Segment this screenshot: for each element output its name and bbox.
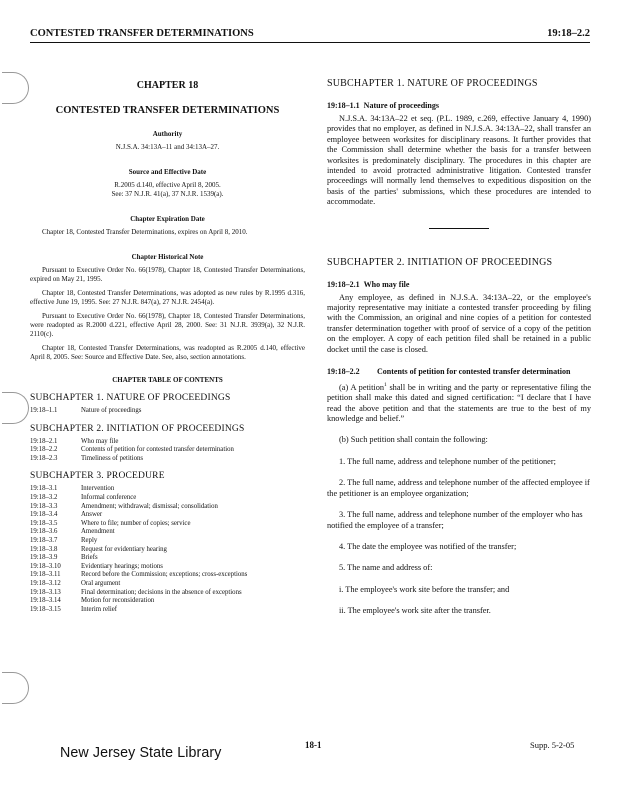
toc-label: CHAPTER TABLE OF CONTENTS	[112, 376, 223, 384]
historical-note-3: Pursuant to Executive Order No. 66(1978), Chapter 18, Contested Transfer Determinations, were readopted as R.2000 d.221, effective April 28, 2000. See: 31 N.J.R. 3939(a), 32 N.J.R. 2110(c).	[30, 312, 305, 338]
toc-row	[30, 511, 305, 520]
sub-list-item: i. The employee's work site before the transfer; and	[339, 584, 510, 594]
authority-label: Authority	[152, 130, 183, 138]
source-label: Source and Effective Date	[128, 168, 207, 176]
section-title: Who may file	[363, 279, 410, 289]
library-stamp: New Jersey State Library	[60, 744, 222, 761]
toc-row-number: 19:18–3.6	[30, 528, 58, 536]
punch-hole-bottom	[2, 672, 29, 704]
page-number: 18-1	[305, 740, 322, 750]
toc-row-number: 19:18–3.10	[30, 562, 61, 570]
toc-row-title: Record before the Commission; exceptions; cross-exceptions	[81, 571, 248, 579]
toc-row	[30, 455, 305, 464]
toc-row-number: 19:18–3.13	[30, 588, 61, 596]
toc-row-number: 19:18–3.11	[30, 571, 61, 579]
toc-row-number: 19:18–3.12	[30, 579, 61, 587]
toc-row-number: 19:18–2.2	[30, 446, 58, 454]
toc-row-title: Contents of petition for contested transfer determination	[81, 446, 234, 454]
toc-row-title: Evidentiary hearings; motions	[81, 562, 163, 570]
toc-row-number: 19:18–2.3	[30, 454, 58, 462]
toc-row	[30, 520, 305, 529]
toc-row	[30, 597, 305, 606]
section-number: 19:18–1.1	[327, 101, 360, 110]
toc-row-title: Interim relief	[81, 605, 118, 613]
section-title: Nature of proceedings	[363, 101, 439, 110]
left-column	[30, 78, 305, 614]
toc-row-number: 19:18–3.2	[30, 493, 58, 501]
toc-row	[30, 446, 305, 455]
toc-row-title: Amendment; withdrawal; dismissal; consolidation	[81, 502, 218, 510]
toc-row-number: 19:18–3.5	[30, 519, 58, 527]
toc-row-number: 19:18–3.8	[30, 545, 58, 553]
toc-row-number: 19:18–1.1	[30, 407, 58, 414]
historical-note-1: Pursuant to Executive Order No. 66(1978), Chapter 18, Contested Transfer Determinations, expired on May 21, 1995.	[30, 266, 305, 283]
toc-row-title: Who may file	[81, 437, 119, 445]
running-head-title: CONTESTED TRANSFER DETERMINATIONS	[30, 28, 254, 39]
source-line-2: See: 37 N.J.R. 41(a), 37 N.J.R. 1539(a).	[111, 190, 224, 198]
toc-row-title: Amendment	[81, 528, 115, 536]
toc-row	[30, 563, 305, 572]
punch-hole-middle	[2, 392, 29, 424]
subchapter-1-heading: SUBCHAPTER 1. NATURE OF PROCEEDINGS	[327, 78, 538, 89]
toc-row	[30, 580, 305, 589]
historical-note-label: Chapter Historical Note	[131, 253, 204, 261]
toc-row-title: Intervention	[81, 485, 115, 493]
punch-hole-top	[2, 72, 29, 104]
chapter-title: CONTESTED TRANSFER DETERMINATIONS	[55, 105, 280, 116]
list-item: 2. The full name, address and telephone number of the affected employee if the petitioner is an employee organization;	[327, 478, 590, 498]
toc-row	[30, 554, 305, 563]
sub-list-item: ii. The employee's work site after the transfer.	[339, 606, 491, 616]
paragraph-a-start: (a) A petition	[339, 382, 385, 392]
expiration-label: Chapter Expiration Date	[130, 215, 205, 223]
subchapter-2-heading: SUBCHAPTER 2. INITIATION OF PROCEEDINGS	[327, 256, 553, 268]
historical-note-2: Chapter 18, Contested Transfer Determinations, was adopted as new rules by R.1995 d.316, effective June 19, 1995. See: 27 N.J.R. 847(a), 27 N.J.R. 2454(a).	[30, 289, 305, 306]
toc-row	[30, 528, 305, 537]
running-head	[30, 28, 590, 43]
section-1-1-heading	[327, 101, 591, 110]
toc-row-title: Where to file; number of copies; service	[81, 519, 191, 527]
toc-row-title: Nature of proceedings	[81, 407, 142, 414]
toc-subchapter-3: SUBCHAPTER 3. PROCEDURE	[30, 471, 165, 482]
toc-row	[30, 494, 305, 503]
section-title: Contents of petition for contested transfer determination	[377, 367, 571, 377]
toc-subchapter-2: SUBCHAPTER 2. INITIATION OF PROCEEDINGS	[30, 423, 245, 434]
toc-row-number: 19:18–3.1	[30, 485, 58, 493]
section-2-2-heading	[327, 367, 591, 376]
section-2-1-heading	[327, 280, 591, 289]
authority-text: N.J.S.A. 34:13A–11 and 34:13A–27.	[115, 143, 220, 151]
toc-row-title: Request for evidentiary hearing	[81, 545, 167, 553]
toc-row-number: 19:18–3.4	[30, 511, 58, 519]
toc-row-title: Informal conference	[81, 493, 137, 501]
section-divider	[429, 228, 489, 229]
toc-list-1	[30, 407, 305, 416]
right-column	[327, 78, 591, 617]
expiration-text: Chapter 18, Contested Transfer Determinations, expires on April 8, 2010.	[42, 228, 248, 236]
toc-row	[30, 407, 305, 416]
toc-row	[30, 571, 305, 580]
toc-row-number: 19:18–3.7	[30, 536, 58, 544]
toc-row-number: 19:18–3.14	[30, 597, 61, 605]
section-number: 19:18–2.1	[327, 279, 360, 289]
footnote-marker: 1	[384, 382, 387, 389]
toc-row-title: Motion for reconsideration	[81, 597, 155, 605]
toc-row	[30, 589, 305, 598]
toc-list-2	[30, 438, 305, 464]
chapter-number: CHAPTER 18	[136, 80, 199, 91]
toc-row	[30, 537, 305, 546]
toc-row-number: 19:18–3.3	[30, 502, 58, 510]
toc-row-title: Timeliness of petitions	[81, 454, 144, 462]
toc-list-3	[30, 485, 305, 614]
toc-row	[30, 503, 305, 512]
toc-row-title: Final determination; decisions in the absence of exceptions	[81, 588, 242, 596]
toc-row	[30, 438, 305, 447]
running-head-section: 19:18–2.2	[547, 28, 590, 39]
list-item: 5. The name and address of:	[339, 563, 433, 573]
section-1-1-text: N.J.S.A. 34:13A–22 et seq. (P.L. 1989, c.269, effective January 4, 1990) provides that no employer, as defined in N.J.S.A. 34:13A–22, shall transfer an employee between worksites for disciplinary reasons. It further provides that the Commission shall determine whether the basis for a transfer between worksites is predominately disciplinary. The procedures in this chapter are intended to avoid protracted administrative litigation. Contested transfer proceedings will normally lend themselves to expeditious disposition on the basis of the parties' submissions, which these procedures are intended to accommodate.	[327, 114, 591, 207]
toc-row-number: 19:18–3.9	[30, 554, 58, 562]
list-item: 4. The date the employee was notified of the transfer;	[339, 541, 517, 551]
section-2-2-paragraph-a	[327, 380, 591, 424]
source-line-1: R.2005 d.140, effective April 8, 2005.	[114, 181, 221, 189]
toc-row-title: Oral argument	[81, 579, 121, 587]
toc-row	[30, 485, 305, 494]
list-item: 3. The full name, address and telephone number of the employer who has notified the employee of a transfer;	[327, 510, 583, 530]
toc-subchapter-1: SUBCHAPTER 1. NATURE OF PROCEEDINGS	[30, 393, 231, 403]
toc-row-number: 19:18–2.1	[30, 437, 58, 445]
toc-row-title: Reply	[81, 536, 98, 544]
toc-row-title: Briefs	[81, 554, 98, 562]
section-number: 19:18–2.2	[327, 367, 360, 377]
historical-note-4: Chapter 18, Contested Transfer Determinations, was readopted as R.2005 d.140, effective April 8, 2005. See: Source and Effective Date. See, also, section annotations.	[30, 344, 305, 361]
toc-row-number: 19:18–3.15	[30, 605, 61, 613]
supplement-date: Supp. 5-2-05	[530, 740, 575, 750]
toc-row-title: Answer	[81, 511, 103, 519]
toc-row	[30, 606, 305, 615]
section-2-2-paragraph-b: (b) Such petition shall contain the following:	[339, 435, 488, 445]
list-item: 1. The full name, address and telephone number of the petitioner;	[339, 456, 556, 466]
section-2-1-text: Any employee, as defined in N.J.S.A. 34:13A–22, or the employee's majority representative may initiate a contested transfer proceeding by filing with the Commission, an original and nine copies of a petition for contested transfer determination together with proof of service of a copy of the petition on the employer. A copy of each petition filed shall be retained in a public docket until the case is closed.	[327, 292, 591, 354]
paragraph-a-rest: shall be in writing and the party or representative filing the petition shall make this dated and signed certification: “I declare that I have read the above petition and that the statements are true to the best of my knowledge and belief.”	[327, 382, 592, 424]
toc-row	[30, 546, 305, 555]
